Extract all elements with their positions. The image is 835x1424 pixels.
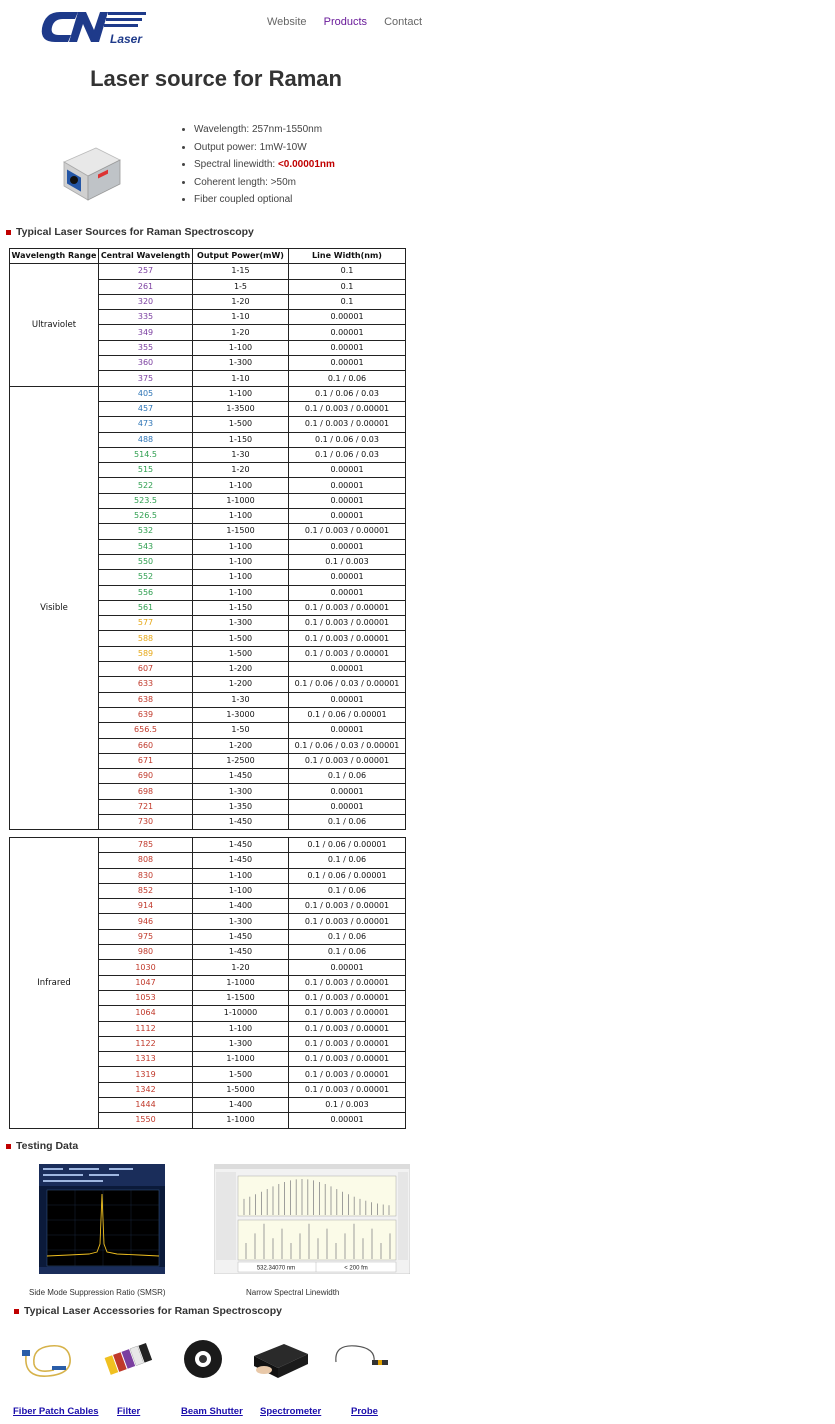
line-width-cell: 0.1 / 0.003 / 0.00001 [289,1006,406,1021]
output-power-cell: 1-100 [193,386,289,401]
central-wavelength-cell: 1313 [99,1052,193,1067]
line-width-cell: 0.1 / 0.003 / 0.00001 [289,524,406,539]
output-power-cell: 1-450 [193,853,289,868]
line-width-cell: 0.1 / 0.06 / 0.00001 [289,838,406,853]
output-power-cell: 1-1500 [193,990,289,1005]
output-power-cell: 1-450 [193,929,289,944]
table-row [10,264,406,279]
central-wavelength-cell: 577 [99,616,193,631]
output-power-cell: 1-100 [193,554,289,569]
header-line-width: Line Width(nm) [289,249,406,264]
linewidth-caption: Narrow Spectral Linewidth [246,1288,340,1297]
line-width-cell: 0.1 / 0.06 / 0.00001 [289,707,406,722]
section-testing-data: Testing Data [6,1140,78,1152]
output-power-cell: 1-500 [193,417,289,432]
output-power-cell: 1-20 [193,463,289,478]
feature-linewidth: • Spectral linewidth: <0.00001nm [194,156,335,174]
line-width-cell: 0.1 / 0.003 / 0.00001 [289,1052,406,1067]
output-power-cell: 1-450 [193,945,289,960]
output-power-cell: 1-300 [193,616,289,631]
central-wavelength-cell: 543 [99,539,193,554]
wavelength-readout: 532.34070 nm [256,1265,296,1272]
wavelength-range-cell: Visible [10,386,99,830]
line-width-cell: 0.00001 [289,1113,406,1128]
output-power-cell: 1-350 [193,799,289,814]
central-wavelength-cell: 730 [99,814,193,829]
line-width-cell: 0.1 / 0.003 / 0.00001 [289,616,406,631]
central-wavelength-cell: 656.5 [99,723,193,738]
output-power-cell: 1-150 [193,432,289,447]
central-wavelength-cell: 488 [99,432,193,447]
output-power-cell: 1-1000 [193,1113,289,1128]
nav-products[interactable]: Products [323,16,368,28]
output-power-cell: 1-5000 [193,1082,289,1097]
output-power-cell: 1-400 [193,899,289,914]
line-width-cell: 0.1 / 0.06 / 0.03 [289,447,406,462]
table-header-row [10,249,406,264]
line-width-cell: 0.1 / 0.06 [289,371,406,386]
output-power-cell: 1-300 [193,356,289,371]
output-power-cell: 1-100 [193,585,289,600]
linewidth-measurement-image [214,1164,410,1274]
central-wavelength-cell: 261 [99,279,193,294]
central-wavelength-cell: 556 [99,585,193,600]
output-power-cell: 1-10 [193,310,289,325]
central-wavelength-cell: 550 [99,554,193,569]
line-width-cell: 0.1 / 0.003 / 0.00001 [289,600,406,615]
output-power-cell: 1-100 [193,1021,289,1036]
line-width-cell: 0.00001 [289,960,406,975]
central-wavelength-cell: 660 [99,738,193,753]
probe-icon[interactable] [328,1340,392,1380]
smsr-caption: Side Mode Suppression Ratio (SMSR) [29,1288,166,1297]
shutter-icon[interactable] [182,1338,224,1380]
central-wavelength-cell: 633 [99,677,193,692]
top-nav [267,16,436,28]
central-wavelength-cell: 257 [99,264,193,279]
central-wavelength-cell: 1053 [99,990,193,1005]
line-width-cell: 0.00001 [289,493,406,508]
line-width-cell: 0.00001 [289,340,406,355]
central-wavelength-cell: 1342 [99,1082,193,1097]
accessory-link-probe[interactable]: Probe [351,1406,378,1417]
line-width-cell: 0.1 / 0.003 [289,554,406,569]
output-power-cell: 1-15 [193,264,289,279]
line-width-cell: 0.1 / 0.003 / 0.00001 [289,646,406,661]
feature-fiber: • Fiber coupled optional [194,191,335,209]
line-width-cell: 0.1 / 0.003 / 0.00001 [289,1067,406,1082]
output-power-cell: 1-3500 [193,401,289,416]
central-wavelength-cell: 690 [99,769,193,784]
central-wavelength-cell: 589 [99,646,193,661]
output-power-cell: 1-20 [193,960,289,975]
output-power-cell: 1-500 [193,1067,289,1082]
central-wavelength-cell: 808 [99,853,193,868]
header-central-wavelength: Central Wavelength [99,249,193,264]
central-wavelength-cell: 721 [99,799,193,814]
company-logo[interactable] [38,8,150,48]
central-wavelength-cell: 980 [99,945,193,960]
line-width-cell: 0.00001 [289,463,406,478]
output-power-cell: 1-50 [193,723,289,738]
wavelength-range-cell: Ultraviolet [10,264,99,386]
output-power-cell: 1-30 [193,692,289,707]
central-wavelength-cell: 355 [99,340,193,355]
central-wavelength-cell: 1444 [99,1098,193,1113]
line-width-cell: 0.1 / 0.06 [289,814,406,829]
central-wavelength-cell: 785 [99,838,193,853]
central-wavelength-cell: 561 [99,600,193,615]
line-width-cell: 0.1 / 0.003 / 0.00001 [289,417,406,432]
line-width-cell: 0.1 / 0.06 / 0.03 / 0.00001 [289,677,406,692]
output-power-cell: 1-450 [193,814,289,829]
line-width-cell: 0.1 / 0.003 / 0.00001 [289,753,406,768]
central-wavelength-cell: 320 [99,294,193,309]
line-width-cell: 0.00001 [289,478,406,493]
central-wavelength-cell: 1112 [99,1021,193,1036]
central-wavelength-cell: 473 [99,417,193,432]
page-title: Laser source for Raman [90,66,342,91]
central-wavelength-cell: 523.5 [99,493,193,508]
output-power-cell: 1-100 [193,478,289,493]
output-power-cell: 1-3000 [193,707,289,722]
line-width-cell: 0.00001 [289,799,406,814]
feature-output-power: • Output power: 1mW-10W [194,139,335,157]
output-power-cell: 1-2500 [193,753,289,768]
output-power-cell: 1-5 [193,279,289,294]
line-width-cell: 0.00001 [289,539,406,554]
output-power-cell: 1-30 [193,447,289,462]
output-power-cell: 1-10000 [193,1006,289,1021]
smsr-spectrum-image [39,1164,165,1274]
central-wavelength-cell: 522 [99,478,193,493]
output-power-cell: 1-400 [193,1098,289,1113]
central-wavelength-cell: 607 [99,662,193,677]
output-power-cell: 1-1500 [193,524,289,539]
feature-wavelength: • Wavelength: 257nm-1550nm [194,121,335,139]
central-wavelength-cell: 1064 [99,1006,193,1021]
line-width-cell: 0.1 / 0.06 / 0.03 [289,432,406,447]
central-wavelength-cell: 405 [99,386,193,401]
output-power-cell: 1-450 [193,838,289,853]
output-power-cell: 1-500 [193,631,289,646]
line-width-cell: 0.1 / 0.06 [289,945,406,960]
output-power-cell: 1-200 [193,677,289,692]
accessory-link-beam-shutter[interactable]: Beam Shutter [181,1406,243,1417]
central-wavelength-cell: 1047 [99,975,193,990]
line-width-cell: 0.1 / 0.003 / 0.00001 [289,631,406,646]
laser-module-image [54,140,124,206]
table-row [10,386,406,401]
central-wavelength-cell: 1030 [99,960,193,975]
central-wavelength-cell: 588 [99,631,193,646]
line-width-cell: 0.00001 [289,585,406,600]
line-width-cell: 0.1 / 0.003 / 0.00001 [289,975,406,990]
central-wavelength-cell: 532 [99,524,193,539]
line-width-cell: 0.1 / 0.06 [289,769,406,784]
output-power-cell: 1-100 [193,883,289,898]
central-wavelength-cell: 515 [99,463,193,478]
line-width-cell: 0.1 / 0.003 / 0.00001 [289,1036,406,1051]
line-width-cell: 0.1 / 0.003 / 0.00001 [289,990,406,1005]
central-wavelength-cell: 526.5 [99,509,193,524]
line-width-cell: 0.00001 [289,325,406,340]
output-power-cell: 1-100 [193,340,289,355]
central-wavelength-cell: 1550 [99,1113,193,1128]
output-power-cell: 1-1000 [193,493,289,508]
output-power-cell: 1-20 [193,294,289,309]
output-power-cell: 1-100 [193,868,289,883]
central-wavelength-cell: 946 [99,914,193,929]
nav-contact[interactable]: Contact [384,16,423,28]
line-width-cell: 0.1 / 0.003 / 0.00001 [289,1021,406,1036]
section-accessories: Typical Laser Accessories for Raman Spectroscopy [14,1305,282,1317]
central-wavelength-cell: 552 [99,570,193,585]
line-width-cell: 0.00001 [289,509,406,524]
feature-list [178,121,335,209]
output-power-cell: 1-200 [193,662,289,677]
line-width-cell: 0.1 / 0.06 [289,883,406,898]
line-width-cell: 0.1 / 0.003 / 0.00001 [289,401,406,416]
central-wavelength-cell: 1122 [99,1036,193,1051]
header-wavelength-range: Wavelength Range [10,249,99,264]
logo-sub-text: Laser [110,32,143,46]
line-width-cell: 0.1 / 0.003 [289,1098,406,1113]
line-width-cell: 0.00001 [289,784,406,799]
line-width-cell: 0.1 [289,264,406,279]
output-power-cell: 1-300 [193,914,289,929]
central-wavelength-cell: 349 [99,325,193,340]
output-power-cell: 1-300 [193,1036,289,1051]
wavelength-range-cell: Infrared [10,838,99,1129]
feature-coherent: • Coherent length: >50m [194,174,335,192]
output-power-cell: 1-100 [193,570,289,585]
line-width-cell: 0.1 / 0.06 [289,929,406,944]
line-width-cell: 0.00001 [289,310,406,325]
central-wavelength-cell: 914 [99,899,193,914]
central-wavelength-cell: 1319 [99,1067,193,1082]
central-wavelength-cell: 852 [99,883,193,898]
central-wavelength-cell: 360 [99,356,193,371]
fiber-cable-icon[interactable] [20,1336,78,1384]
header-output-power: Output Power(mW) [193,249,289,264]
line-width-cell: 0.00001 [289,692,406,707]
output-power-cell: 1-450 [193,769,289,784]
table-row [10,838,406,853]
output-power-cell: 1-1000 [193,1052,289,1067]
central-wavelength-cell: 671 [99,753,193,768]
line-width-cell: 0.00001 [289,662,406,677]
line-width-cell: 0.1 [289,279,406,294]
nav-website[interactable]: Website [267,16,307,28]
accessory-link-fiber-patch-cables[interactable]: Fiber Patch Cables [13,1406,99,1417]
line-width-cell: 0.1 / 0.06 / 0.03 [289,386,406,401]
central-wavelength-cell: 375 [99,371,193,386]
output-power-cell: 1-1000 [193,975,289,990]
line-width-cell: 0.1 [289,294,406,309]
line-width-cell: 0.1 / 0.003 / 0.00001 [289,899,406,914]
central-wavelength-cell: 457 [99,401,193,416]
line-width-cell: 0.1 / 0.06 [289,853,406,868]
central-wavelength-cell: 698 [99,784,193,799]
line-width-cell: 0.00001 [289,723,406,738]
output-power-cell: 1-150 [193,600,289,615]
line-width-cell: 0.1 / 0.003 / 0.00001 [289,1082,406,1097]
output-power-cell: 1-100 [193,539,289,554]
output-power-cell: 1-200 [193,738,289,753]
output-power-cell: 1-100 [193,509,289,524]
accessory-link-spectrometer[interactable]: Spectrometer [260,1406,322,1417]
central-wavelength-cell: 638 [99,692,193,707]
central-wavelength-cell: 975 [99,929,193,944]
filter-icon[interactable] [100,1336,156,1380]
linewidth-highlight: <0.00001nm [277,159,335,170]
central-wavelength-cell: 514.5 [99,447,193,462]
central-wavelength-cell: 335 [99,310,193,325]
accessory-link-filter[interactable]: Filter [117,1406,141,1417]
laser-sources-table-infrared [9,837,406,1129]
central-wavelength-cell: 639 [99,707,193,722]
central-wavelength-cell: 830 [99,868,193,883]
output-power-cell: 1-500 [193,646,289,661]
linewidth-readout: < 200 fm [344,1265,368,1272]
line-width-cell: 0.00001 [289,570,406,585]
output-power-cell: 1-300 [193,784,289,799]
line-width-cell: 0.00001 [289,356,406,371]
laser-sources-table [9,248,406,830]
line-width-cell: 0.1 / 0.06 / 0.00001 [289,868,406,883]
section-typical-sources: Typical Laser Sources for Raman Spectroscopy [6,226,254,238]
spectrometer-icon[interactable] [250,1336,312,1382]
output-power-cell: 1-10 [193,371,289,386]
output-power-cell: 1-20 [193,325,289,340]
line-width-cell: 0.1 / 0.003 / 0.00001 [289,914,406,929]
line-width-cell: 0.1 / 0.06 / 0.03 / 0.00001 [289,738,406,753]
